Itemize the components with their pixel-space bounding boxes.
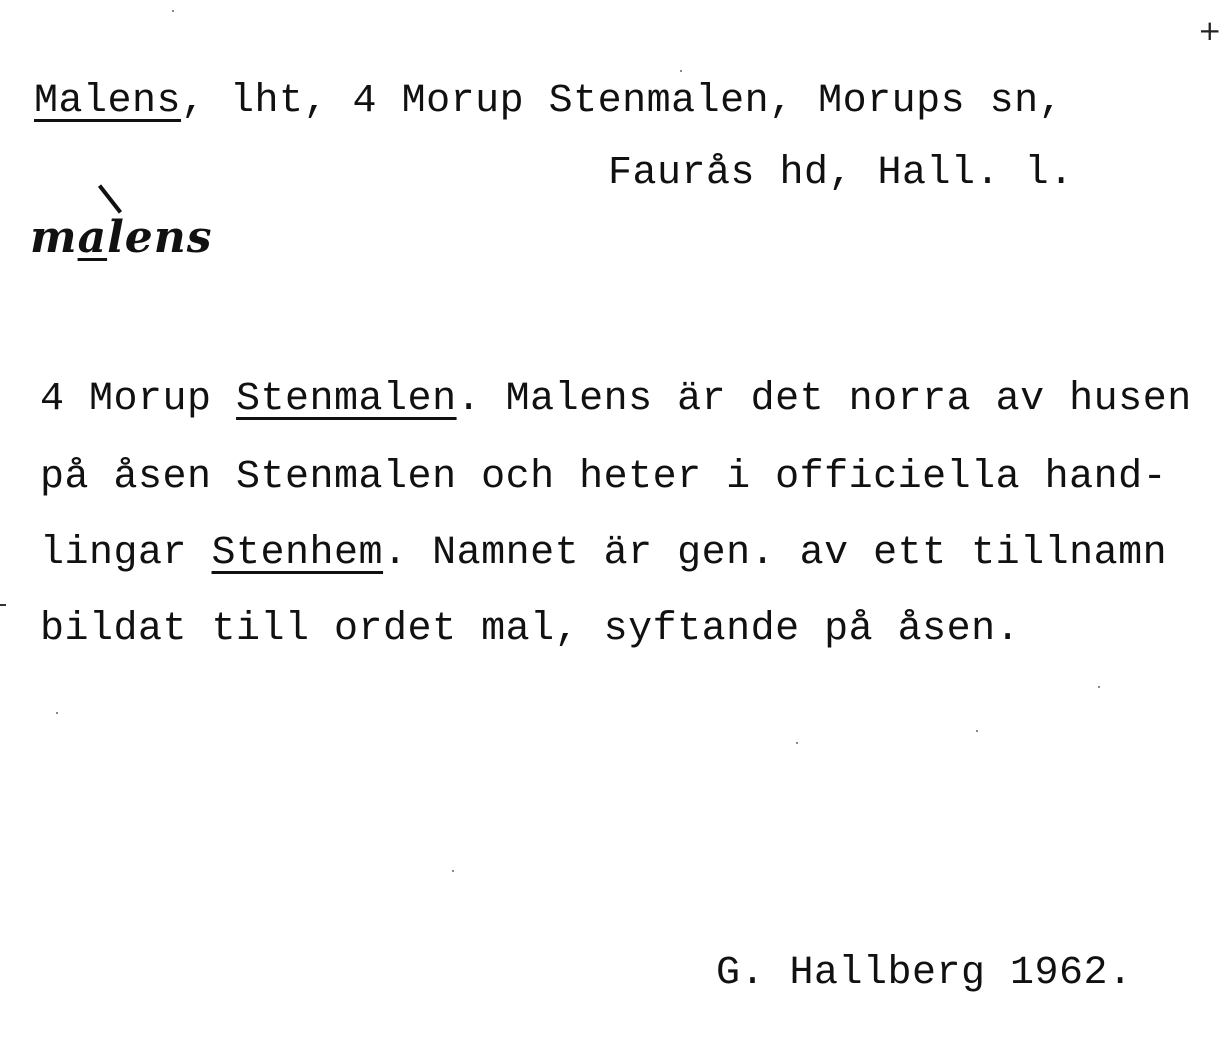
header-line-1-rest: , lht, 4 Morup Stenmalen, Morups sn, <box>181 79 1064 124</box>
speck <box>452 870 454 872</box>
body-line-2: på åsen Stenmalen och heter i officiella hand- <box>40 455 1168 500</box>
headword: Malens <box>34 79 182 124</box>
speck <box>172 10 174 12</box>
grave-accent-mark <box>98 184 122 213</box>
body-line-4: bildat till ordet mal, syftande på åsen. <box>40 607 1021 652</box>
edge-tick-mark <box>0 604 6 606</box>
speck <box>56 712 58 714</box>
pronunciation-part-2: lens <box>107 212 213 263</box>
speck <box>680 70 682 72</box>
body-line-1 <box>40 376 1192 424</box>
header-line-2: Faurås hd, Hall. l. <box>608 151 1074 196</box>
body-line-1-start: 4 Morup <box>40 377 237 422</box>
body-line-3-end: . Namnet är gen. av ett tillnamn <box>383 531 1168 576</box>
body-line-3-start: lingar <box>40 531 212 576</box>
handwritten-pronunciation <box>30 212 213 264</box>
pronunciation-part-1: m <box>30 212 78 263</box>
header-line-1 <box>34 78 1063 126</box>
body-line-1-end: . Malens är det norra av husen <box>456 377 1192 422</box>
speck <box>976 730 978 732</box>
speck <box>796 742 798 744</box>
pronunciation-stressed-vowel: a <box>77 212 108 263</box>
signature: G. Hallberg 1962. <box>716 951 1133 996</box>
corner-plus-mark: + <box>1198 14 1222 47</box>
body-line-3 <box>40 530 1167 578</box>
underlined-stenmalen: Stenmalen <box>236 377 457 422</box>
underlined-stenhem: Stenhem <box>211 531 384 576</box>
speck <box>1098 686 1100 688</box>
